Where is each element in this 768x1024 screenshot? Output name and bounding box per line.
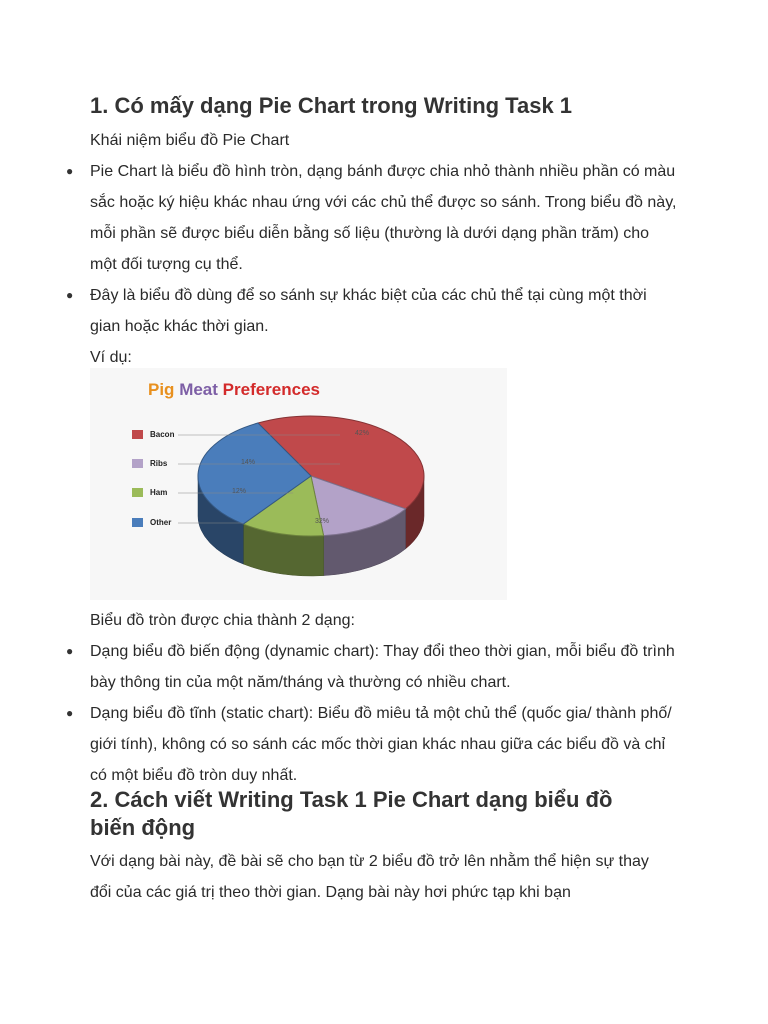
chart-title-part: Meat: [179, 380, 218, 399]
types-intro: Biểu đồ tròn được chia thành 2 dạng:: [90, 612, 355, 629]
section-1-subheading: Khái niệm biểu đồ Pie Chart: [90, 132, 290, 149]
slice-label-ham: 12%: [232, 488, 247, 495]
chart-title-part: Pig: [148, 380, 175, 399]
list-item: [66, 156, 680, 280]
slice-label-bacon: 42%: [355, 430, 370, 437]
bullet-icon: ●: [66, 164, 74, 178]
section-1-heading: 1. Có mấy dạng Pie Chart trong Writing Task 1: [90, 93, 573, 118]
section-2-heading: 2. Cách viết Writing Task 1 Pie Chart dạng biểu đồ biến động: [90, 787, 613, 840]
list-item: [66, 636, 680, 698]
legend-label: Ribs: [150, 459, 168, 468]
section-2-paragraph: Với dạng bài này, đề bài sẽ cho bạn từ 2 biểu đồ trở lên nhằm thể hiện sự thay đổi của các giá trị theo thời gian. Dạng bài này hơi phức tạp khi bạn: [90, 853, 649, 901]
list-item: [66, 280, 680, 342]
legend-label: Other: [150, 518, 172, 527]
legend-label: Bacon: [150, 430, 175, 439]
slice-label-other: 32%: [315, 518, 330, 525]
list-item-text: Pie Chart là biểu đồ hình tròn, dạng bánh được chia nhỏ thành nhiều phần có màu sắc hoặc ký hiệu khác nhau ứng với các chủ thể được so sánh. Trong biểu đồ này, mỗi phần sẽ được biểu diễn bằng số liệu (thường là dưới dạng phần trăm) cho một đối tượng cụ thể.: [90, 163, 677, 273]
bullet-icon: ●: [66, 644, 74, 658]
list-item-text: Dạng biểu đồ biến động (dynamic chart): Thay đổi theo thời gian, mỗi biểu đồ trình bày thông tin của một năm/tháng và thường có nhiều chart.: [90, 643, 675, 691]
pie-slices: [198, 416, 424, 536]
example-label: Ví dụ:: [90, 349, 132, 366]
list-item: [66, 698, 680, 791]
chart-title-part: Preferences: [222, 380, 320, 399]
bullet-icon: ●: [66, 288, 74, 302]
slice-label-ribs: 14%: [241, 459, 256, 466]
legend-label: Ham: [150, 488, 168, 497]
pie-svg: [90, 368, 507, 600]
list-item-text: Đây là biểu đồ dùng để so sánh sự khác biệt của các chủ thể tại cùng một thời gian hoặc khác thời gian.: [90, 287, 647, 335]
list-item-text: Dạng biểu đồ tĩnh (static chart): Biểu đồ miêu tả một chủ thể (quốc gia/ thành phố/ giới tính), không có so sánh các mốc thời gian khác nhau giữa các biểu đồ và chỉ có một biểu đồ tròn duy nhất.: [90, 705, 672, 784]
pie-chart-figure: [90, 368, 507, 600]
bullet-icon: ●: [66, 706, 74, 720]
